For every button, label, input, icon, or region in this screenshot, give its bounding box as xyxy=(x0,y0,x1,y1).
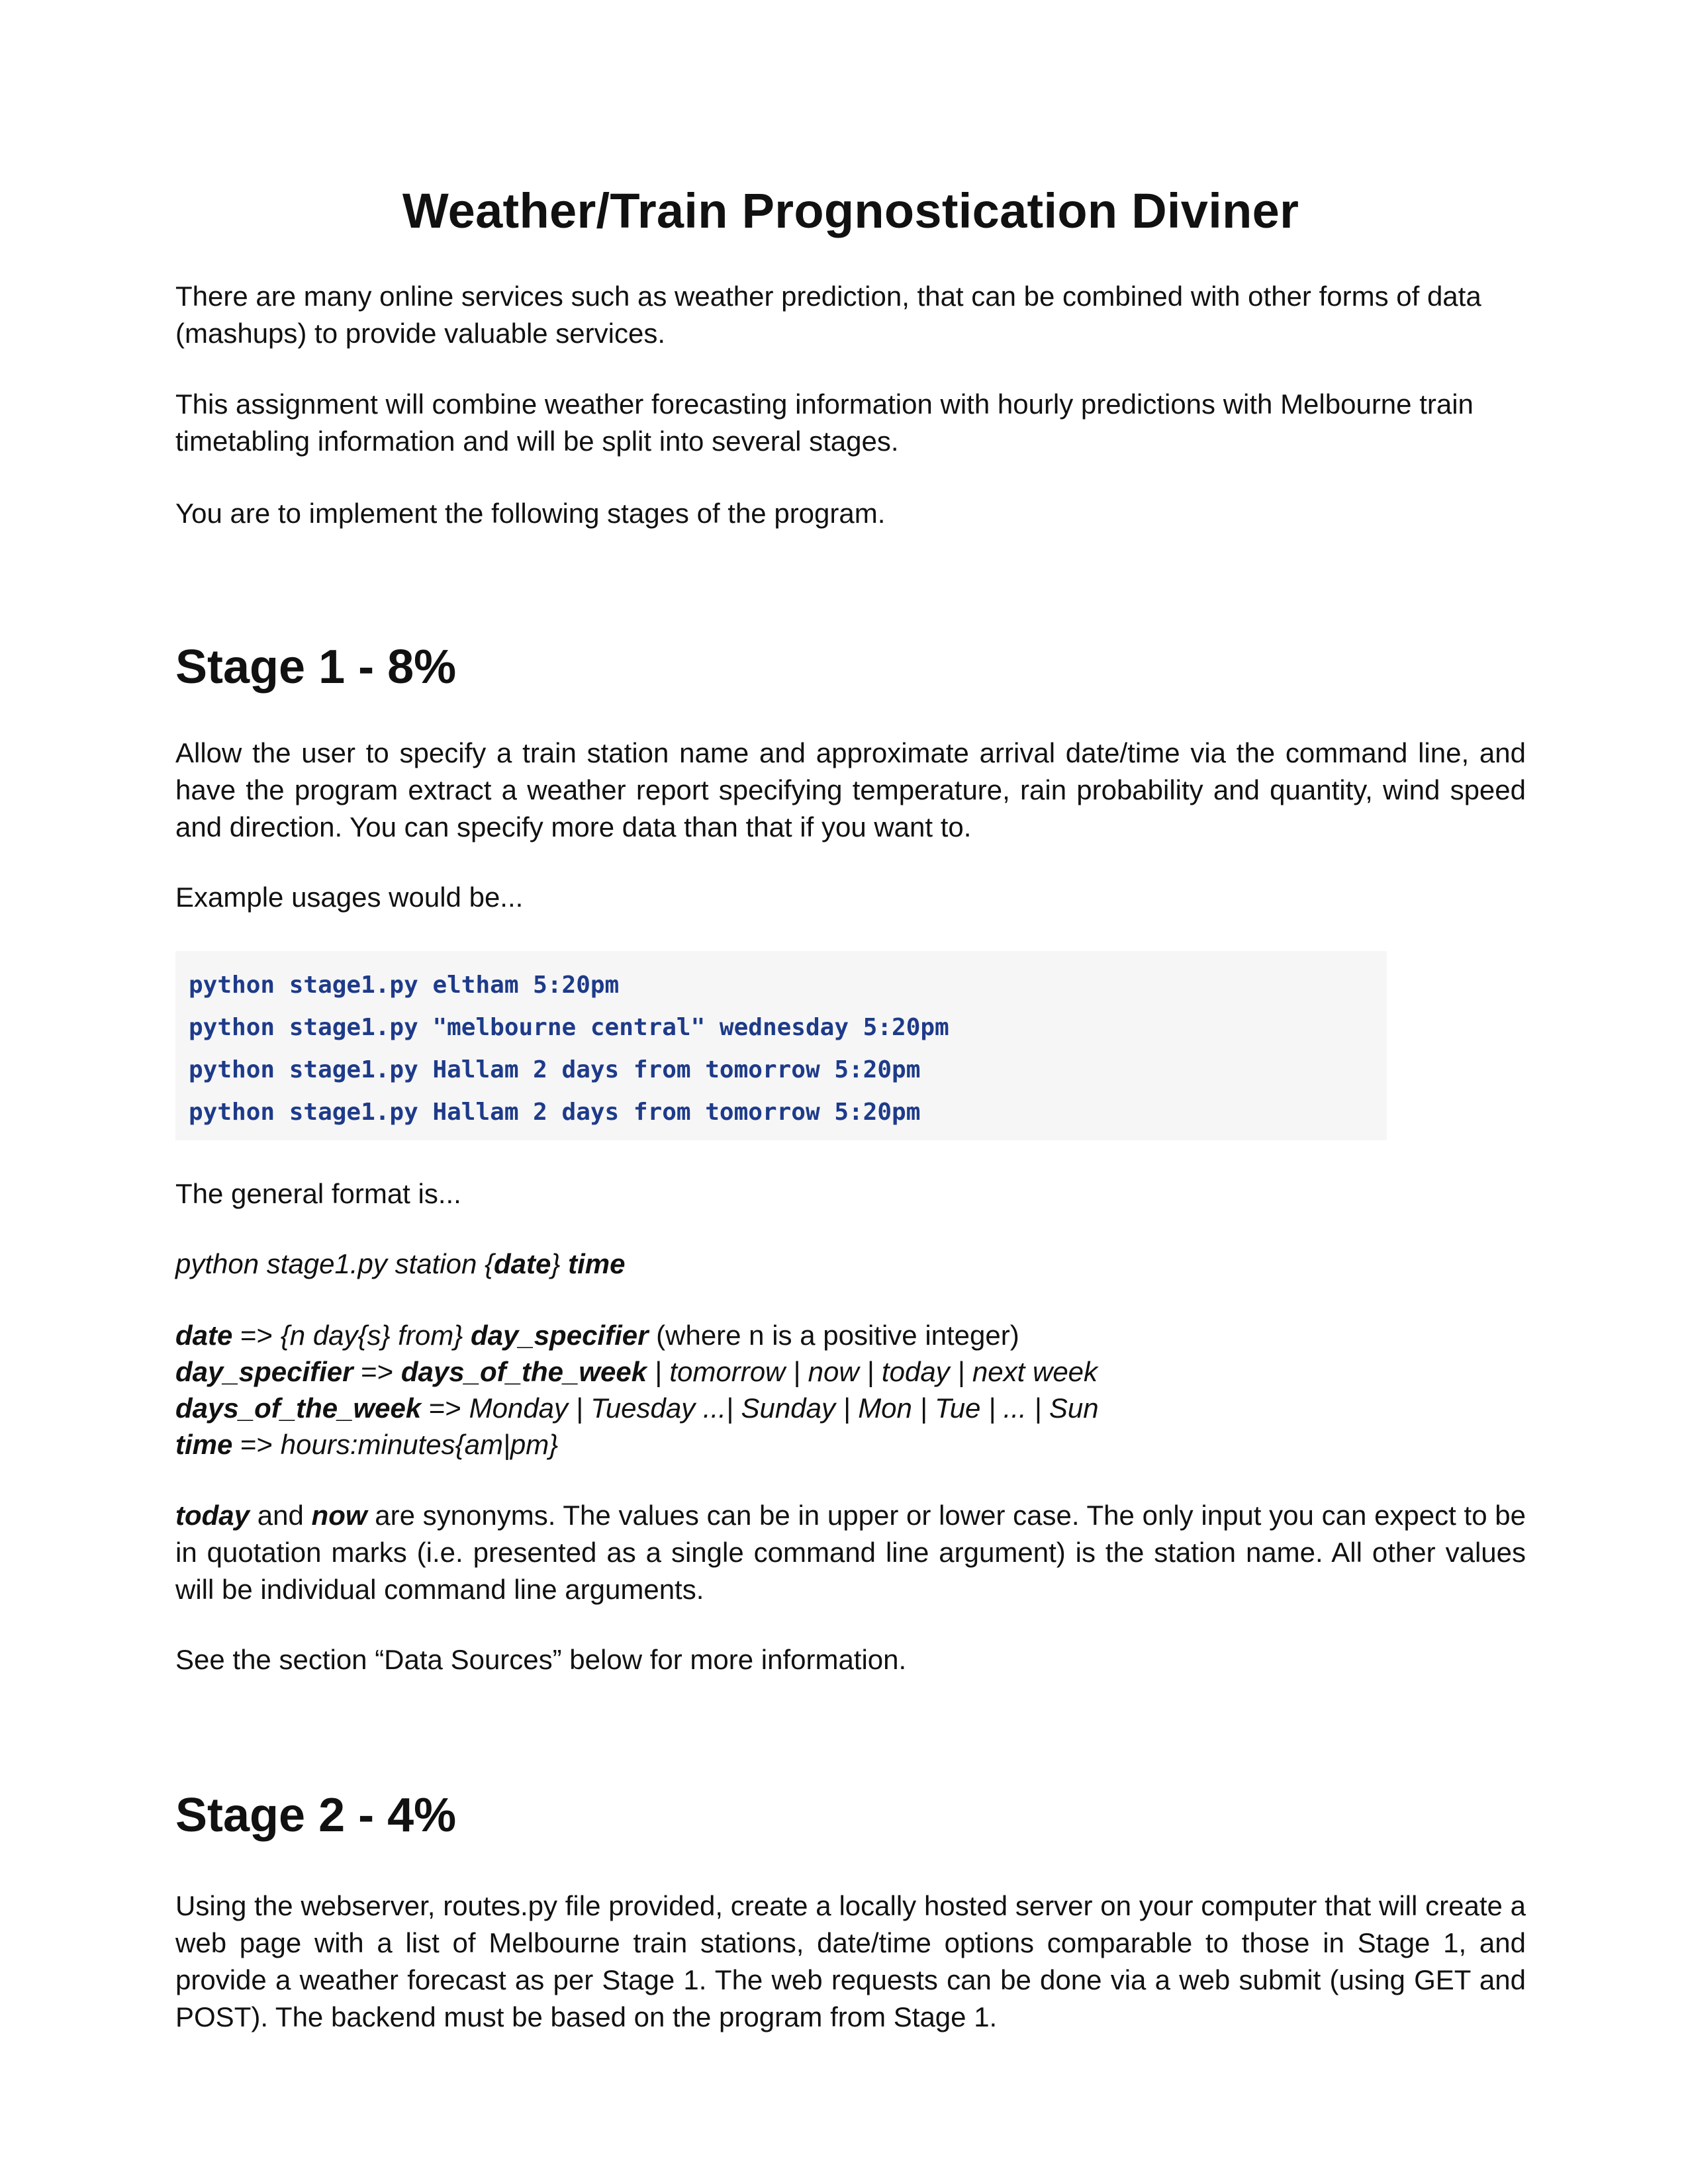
grammar-term: day_specifier xyxy=(470,1320,649,1351)
general-format-line xyxy=(175,1246,1526,1283)
code-example-block xyxy=(175,951,1387,1140)
code-line: python stage1.py "melbourne central" wednesday 5:20pm xyxy=(189,1014,949,1041)
grammar-time-row xyxy=(175,1426,1526,1463)
stage1-paragraph-1: Allow the user to specify a train station name and approximate arrival date/time via the command line, and have the program extract a weather report specifying temperature, rain probability and quantity, wind speed and direction. You can specify more data than that if you want to. xyxy=(175,737,1526,842)
stage1-paragraph-4 xyxy=(175,1497,1526,1608)
stage1-heading: Stage 1 - 8% xyxy=(175,641,457,694)
grammar-key: date xyxy=(175,1320,233,1351)
grammar-arrow: => xyxy=(232,1320,281,1351)
paragraph-text: are synonyms. The values can be in upper or lower case. The only input you can expect to be in quotation marks (i.e. presented as a single command line argument) is the station name. All other values will be individual command line arguments. xyxy=(175,1500,1526,1605)
grammar-key: day_specifier xyxy=(175,1356,353,1387)
grammar-date-row xyxy=(175,1317,1526,1353)
grammar-days-of-week-row xyxy=(175,1390,1526,1426)
grammar-text: (where n is a positive integer) xyxy=(648,1320,1019,1351)
grammar-text: hours:minutes{am|pm} xyxy=(280,1429,559,1460)
grammar-arrow: => xyxy=(353,1356,401,1387)
grammar-key: time xyxy=(175,1429,233,1460)
format-part: python stage1.py station { xyxy=(175,1248,494,1279)
grammar-text: Monday | Tuesday ...| Sunday | Mon | Tue | ... | Sun xyxy=(469,1392,1099,1424)
stage1-paragraph-2: Example usages would be... xyxy=(175,882,524,913)
format-part: } xyxy=(551,1248,569,1279)
paragraph-text: and xyxy=(250,1500,312,1531)
term-now: now xyxy=(311,1500,367,1531)
grammar-definitions xyxy=(175,1317,1526,1463)
intro-paragraph-2: This assignment will combine weather forecasting information with hourly predictions with Melbourne train timetabling information and will be split into several stages. xyxy=(175,388,1474,457)
code-line: python stage1.py Hallam 2 days from tomorrow 5:20pm xyxy=(189,1056,921,1083)
intro-paragraph-1: There are many online services such as weather prediction, that can be combined with other forms of data (mashups) to provide valuable services. xyxy=(175,281,1481,349)
term-today: today xyxy=(175,1500,250,1531)
stage1-paragraph-5: See the section “Data Sources” below for more information. xyxy=(175,1644,907,1675)
grammar-key: days_of_the_week xyxy=(175,1392,422,1424)
stage1-paragraph-3: The general format is... xyxy=(175,1178,461,1209)
grammar-term: days_of_the_week xyxy=(400,1356,647,1387)
page-title: Weather/Train Prognostication Diviner xyxy=(402,183,1299,238)
grammar-text: {n day{s} from} xyxy=(280,1320,471,1351)
grammar-arrow: => xyxy=(232,1429,281,1460)
stage2-paragraph-1: Using the webserver, routes.py file provided, create a locally hosted server on your computer that will create a web page with a list of Melbourne train stations, date/time options comparable to those in Stage 1, and provide a weather forecast as per Stage 1. The web requests can be done via a web submit (using GET and POST). The backend must be based on the program from Stage 1. xyxy=(175,1890,1526,2032)
grammar-text: | tomorrow | now | today | next week xyxy=(647,1356,1098,1387)
code-line: python stage1.py eltham 5:20pm xyxy=(189,972,620,999)
stage2-heading: Stage 2 - 4% xyxy=(175,1789,457,1842)
grammar-day-specifier-row xyxy=(175,1353,1526,1390)
code-line: python stage1.py Hallam 2 days from tomorrow 5:20pm xyxy=(189,1099,921,1126)
grammar-arrow: => xyxy=(421,1392,469,1424)
format-time: time xyxy=(568,1248,626,1279)
intro-paragraph-3: You are to implement the following stages of the program. xyxy=(175,498,886,529)
format-date: date xyxy=(494,1248,551,1279)
